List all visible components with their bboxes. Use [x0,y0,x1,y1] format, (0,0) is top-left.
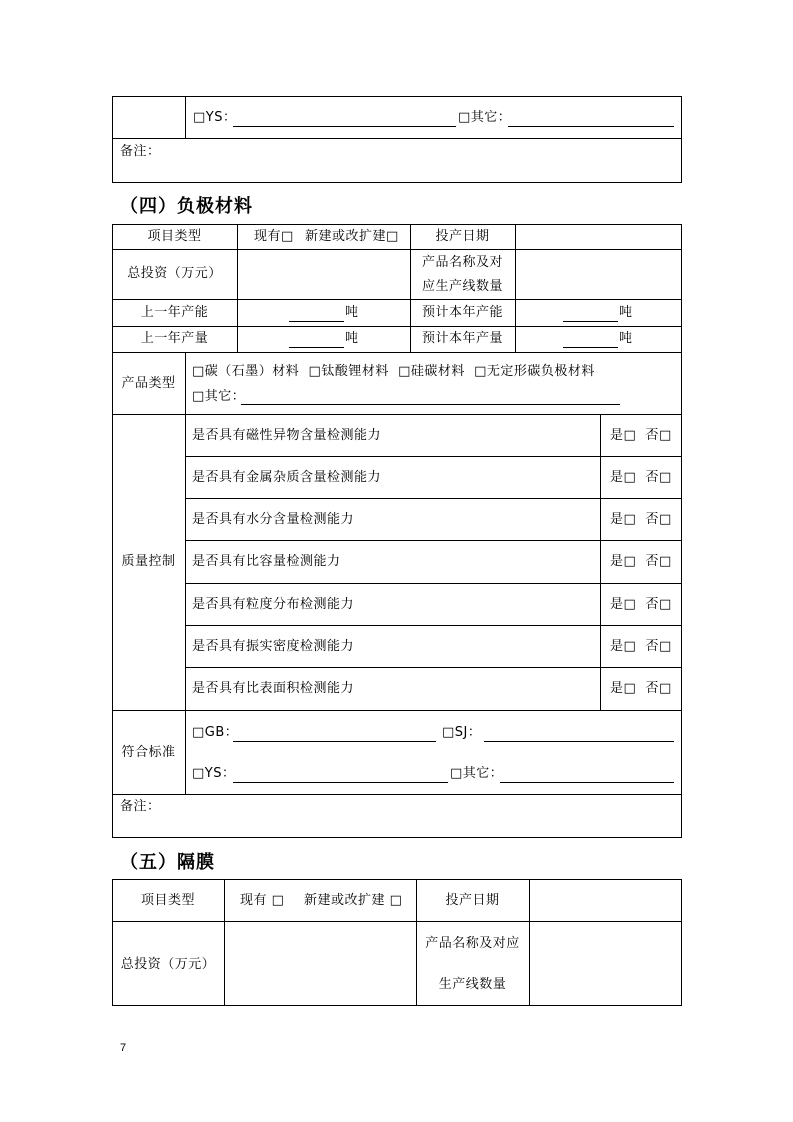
total-investment-label: 总投资（万元） [127,266,222,281]
start-date-field[interactable] [530,880,681,921]
total-investment-field[interactable] [225,922,416,1005]
ton-unit: 吨 [345,331,359,346]
new-or-expand-checkbox[interactable]: 新建或改扩建 □ [304,893,403,908]
quality-item-question: 是否具有磁性异物含量检测能力 [192,428,382,443]
other-fill-line[interactable] [500,782,674,783]
quality-item-yes-no[interactable]: 是□ 否□ [610,554,672,569]
product-type-other-checkbox[interactable]: □其它： [192,389,246,404]
quality-item-question: 是否具有金属杂质含量检测能力 [192,470,382,485]
ys-fill-line[interactable] [233,126,456,127]
product-type-options[interactable]: □碳（石墨）材料 □钛酸锂材料 □硅碳材料 □无定形碳负极材料 [192,364,595,379]
ton-unit: 吨 [345,305,359,320]
product-lines-label-line2: 应生产线数量 [421,279,503,294]
quality-item-question: 是否具有水分含量检测能力 [192,512,355,527]
sj-fill-line[interactable] [484,741,674,742]
other-checkbox-label[interactable]: □其它： [450,766,504,781]
last-year-output-label: 上一年产量 [140,331,209,346]
product-lines-field[interactable] [516,250,681,299]
product-type-other-fill-line[interactable] [241,404,620,405]
sj-checkbox-label[interactable]: □SJ： [442,725,482,740]
existing-checkbox[interactable]: 现有 □ [240,893,285,908]
other-fill-line[interactable] [508,126,674,127]
last-year-capacity-fill-line[interactable] [289,321,344,322]
existing-checkbox[interactable]: 现有□ [254,229,294,244]
standard-label: 符合标准 [121,745,176,760]
remark-label: 备注： [120,799,161,814]
product-lines-label-line1: 产品名称及对 [421,255,503,270]
project-type-label: 项目类型 [147,229,202,244]
product-lines-label-line2: 生产线数量 [438,977,507,992]
quality-item-question: 是否具有振实密度检测能力 [192,639,355,654]
quality-item-yes-no[interactable]: 是□ 否□ [610,639,672,654]
quality-item-question: 是否具有比容量检测能力 [192,554,341,569]
gb-checkbox-label[interactable]: □GB： [192,725,239,740]
start-date-label: 投产日期 [435,229,490,244]
quality-item-yes-no[interactable]: 是□ 否□ [610,428,672,443]
start-date-label: 投产日期 [445,893,500,908]
total-investment-field[interactable] [238,250,410,299]
quality-item-yes-no[interactable]: 是□ 否□ [610,597,672,612]
quality-item-question: 是否具有粒度分布检测能力 [192,597,355,612]
total-investment-label: 总投资（万元） [120,957,216,972]
section4-title: （四）负极材料 [120,196,253,217]
new-or-expand-checkbox[interactable]: 新建或改扩建□ [305,229,399,244]
last-year-capacity-label: 上一年产能 [140,305,209,320]
quality-item-question: 是否具有比表面积检测能力 [192,681,355,696]
gb-fill-line[interactable] [233,741,436,742]
last-year-output-fill-line[interactable] [289,347,344,348]
page-number: 7 [120,1042,127,1054]
quality-item-yes-no[interactable]: 是□ 否□ [610,681,672,696]
section5-title: （五）隔膜 [120,852,215,873]
quality-item-yes-no[interactable]: 是□ 否□ [610,512,672,527]
quality-control-label: 质量控制 [121,554,176,569]
product-lines-field[interactable] [530,922,681,1005]
expected-capacity-label: 预计本年产能 [421,305,503,320]
ys-fill-line[interactable] [233,782,448,783]
quality-item-yes-no[interactable]: 是□ 否□ [610,470,672,485]
other-checkbox-label[interactable]: □其它： [458,110,512,125]
expected-output-fill-line[interactable] [563,347,618,348]
product-lines-label-line1: 产品名称及对应 [425,936,520,951]
product-type-label: 产品类型 [121,376,176,391]
ys-checkbox-label[interactable]: □YS： [193,110,237,125]
expected-output-label: 预计本年产量 [421,331,503,346]
ton-unit: 吨 [619,305,633,320]
ton-unit: 吨 [619,331,633,346]
expected-capacity-fill-line[interactable] [563,321,618,322]
start-date-field[interactable] [516,225,681,249]
ys-checkbox-label[interactable]: □YS： [192,766,236,781]
remark-label: 备注： [120,144,161,159]
project-type-label: 项目类型 [140,893,195,908]
